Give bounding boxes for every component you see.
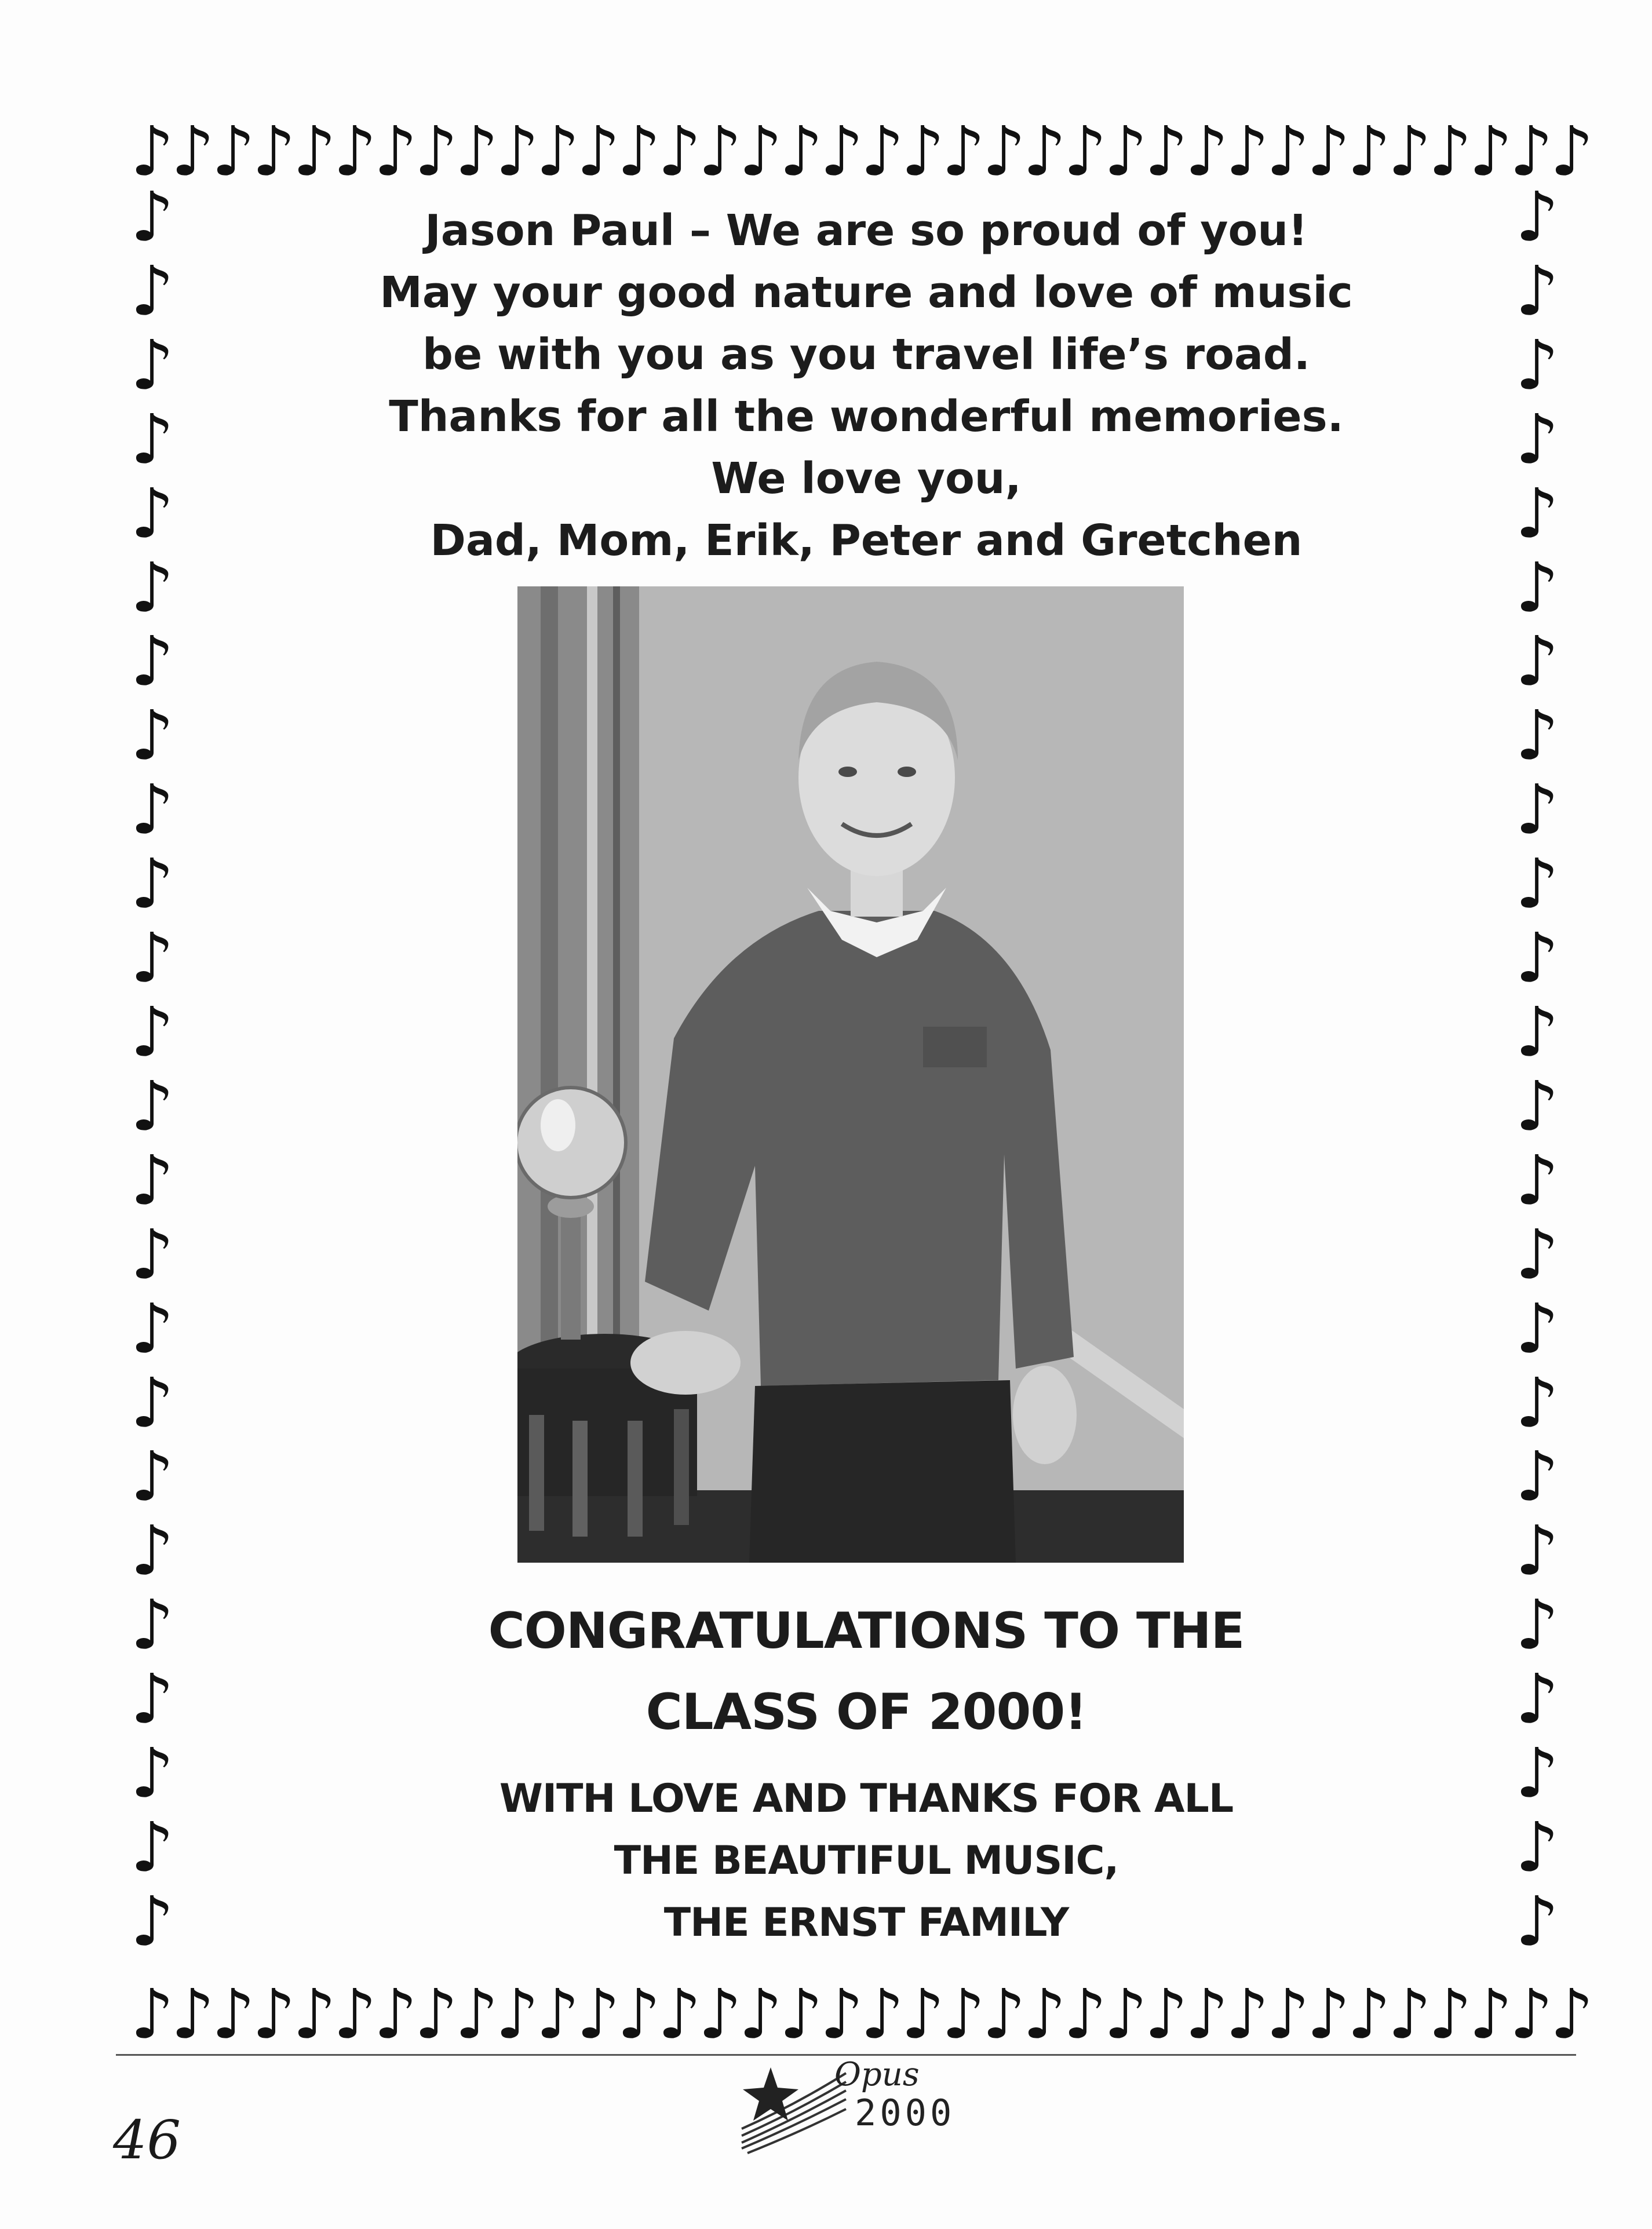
- eighth-note-icon: ♪: [698, 111, 742, 191]
- eighth-note-icon: ♪: [130, 621, 174, 702]
- eighth-note-icon: ♪: [1185, 111, 1229, 191]
- eighth-note-icon: ♪: [1515, 473, 1559, 553]
- message-line: Thanks for all the wonderful memories.: [389, 392, 1344, 442]
- eighth-note-icon: ♪: [1185, 1974, 1229, 2054]
- eighth-note-icon: ♪: [130, 250, 174, 331]
- eighth-note-icon: ♪: [1515, 177, 1559, 257]
- eighth-note-icon: ♪: [130, 1881, 174, 1961]
- eighth-note-icon: ♪: [1144, 1974, 1188, 2054]
- eighth-note-icon: ♪: [1515, 1288, 1559, 1369]
- student-portrait-photo: [517, 586, 1184, 1563]
- eighth-note-icon: ♪: [1515, 769, 1559, 850]
- eighth-note-icon: ♪: [130, 473, 174, 553]
- congrats-headline-line-1: CONGRATULATIONS TO THE: [488, 1602, 1245, 1660]
- eighth-note-icon: ♪: [1266, 111, 1310, 191]
- eighth-note-icon: ♪: [130, 1066, 174, 1146]
- eighth-note-icon: ♪: [577, 1974, 621, 2054]
- eighth-note-icon: ♪: [1515, 1436, 1559, 1517]
- right-note-border: [1509, 177, 1562, 1961]
- eighth-note-icon: ♪: [130, 695, 174, 776]
- eighth-note-icon: ♪: [1515, 1659, 1559, 1739]
- eighth-note-icon: ♪: [1307, 1974, 1351, 2054]
- eighth-note-icon: ♪: [414, 111, 458, 191]
- message-line: We love you,: [711, 454, 1022, 504]
- eighth-note-icon: ♪: [658, 111, 702, 191]
- eighth-note-icon: ♪: [130, 547, 174, 628]
- eighth-note-icon: ♪: [901, 111, 945, 191]
- eighth-note-icon: ♪: [1469, 111, 1513, 191]
- eighth-note-icon: ♪: [171, 111, 215, 191]
- eighth-note-icon: ♪: [130, 1214, 174, 1294]
- eighth-note-icon: ♪: [1515, 918, 1559, 998]
- eighth-note-icon: ♪: [1515, 621, 1559, 702]
- eighth-note-icon: ♪: [860, 111, 905, 191]
- eighth-note-icon: ♪: [536, 111, 580, 191]
- eighth-note-icon: ♪: [252, 1974, 296, 2054]
- eighth-note-icon: ♪: [333, 111, 377, 191]
- eighth-note-icon: ♪: [171, 1974, 215, 2054]
- eighth-note-icon: ♪: [901, 1974, 945, 2054]
- eighth-note-icon: ♪: [1515, 1807, 1559, 1887]
- eighth-note-icon: ♪: [130, 324, 174, 405]
- eighth-note-icon: ♪: [1515, 399, 1559, 479]
- eighth-note-icon: ♪: [130, 1807, 174, 1887]
- eighth-note-icon: ♪: [1515, 1881, 1559, 1961]
- eighth-note-icon: ♪: [698, 1974, 742, 2054]
- eighth-note-icon: ♪: [536, 1974, 580, 2054]
- congrats-sub-line-2: THE BEAUTIFUL MUSIC,: [614, 1838, 1119, 1884]
- bottom-note-border: [130, 1973, 1594, 2054]
- eighth-note-icon: ♪: [1266, 1974, 1310, 2054]
- eighth-note-icon: ♪: [495, 111, 539, 191]
- message-line: Dad, Mom, Erik, Peter and Gretchen: [430, 516, 1303, 566]
- eighth-note-icon: ♪: [1063, 111, 1107, 191]
- eighth-note-icon: ♪: [617, 111, 661, 191]
- eighth-note-icon: ♪: [860, 1974, 905, 2054]
- eighth-note-icon: ♪: [130, 111, 174, 191]
- eighth-note-icon: ♪: [1550, 111, 1594, 191]
- eighth-note-icon: ♪: [1388, 111, 1432, 191]
- eighth-note-icon: ♪: [374, 111, 418, 191]
- congratulations-block: [290, 1590, 1443, 1954]
- eighth-note-icon: ♪: [293, 111, 337, 191]
- eighth-note-icon: ♪: [130, 1733, 174, 1814]
- eighth-note-icon: ♪: [942, 1974, 986, 2054]
- eighth-note-icon: ♪: [130, 844, 174, 924]
- eighth-note-icon: ♪: [1428, 1974, 1472, 2054]
- eighth-note-icon: ♪: [1509, 111, 1553, 191]
- eighth-note-icon: ♪: [130, 991, 174, 1072]
- eighth-note-icon: ♪: [1550, 1974, 1594, 2054]
- page-number: 46: [113, 2109, 181, 2171]
- eighth-note-icon: ♪: [130, 1974, 174, 2054]
- eighth-note-icon: ♪: [1104, 1974, 1148, 2054]
- logo-script-text: Opus: [834, 2056, 920, 2093]
- eighth-note-icon: ♪: [577, 111, 621, 191]
- eighth-note-icon: ♪: [942, 111, 986, 191]
- eighth-note-icon: ♪: [1428, 111, 1472, 191]
- eighth-note-icon: ♪: [1515, 1362, 1559, 1443]
- eighth-note-icon: ♪: [130, 1436, 174, 1517]
- eighth-note-icon: ♪: [982, 111, 1026, 191]
- eighth-note-icon: ♪: [1515, 1733, 1559, 1814]
- eighth-note-icon: ♪: [1515, 1066, 1559, 1146]
- eighth-note-icon: ♪: [820, 111, 864, 191]
- eighth-note-icon: ♪: [130, 769, 174, 850]
- left-note-border: [125, 177, 177, 1961]
- eighth-note-icon: ♪: [130, 1659, 174, 1739]
- eighth-note-icon: ♪: [1104, 111, 1148, 191]
- eighth-note-icon: ♪: [495, 1974, 539, 2054]
- congrats-sub-line-1: WITH LOVE AND THANKS FOR ALL: [499, 1776, 1234, 1822]
- eighth-note-icon: ♪: [211, 111, 256, 191]
- congrats-signature: THE ERNST FAMILY: [663, 1900, 1069, 1946]
- message-line: May your good nature and love of music: [380, 268, 1353, 318]
- eighth-note-icon: ♪: [1515, 695, 1559, 776]
- eighth-note-icon: ♪: [779, 111, 823, 191]
- eighth-note-icon: ♪: [617, 1974, 661, 2054]
- eighth-note-icon: ♪: [1515, 547, 1559, 628]
- eighth-note-icon: ♪: [130, 1140, 174, 1220]
- eighth-note-icon: ♪: [1515, 324, 1559, 405]
- message-line: Jason Paul – We are so proud of you!: [425, 206, 1308, 256]
- eighth-note-icon: ♪: [130, 399, 174, 479]
- eighth-note-icon: ♪: [1515, 844, 1559, 924]
- eighth-note-icon: ♪: [820, 1974, 864, 2054]
- eighth-note-icon: ♪: [130, 1288, 174, 1369]
- eighth-note-icon: ♪: [739, 1974, 783, 2054]
- eighth-note-icon: ♪: [414, 1974, 458, 2054]
- eighth-note-icon: ♪: [1515, 1585, 1559, 1665]
- eighth-note-icon: ♪: [658, 1974, 702, 2054]
- eighth-note-icon: ♪: [1023, 111, 1067, 191]
- eighth-note-icon: ♪: [1307, 111, 1351, 191]
- eighth-note-icon: ♪: [1023, 1974, 1067, 2054]
- eighth-note-icon: ♪: [1515, 1140, 1559, 1220]
- eighth-note-icon: ♪: [1509, 1974, 1553, 2054]
- eighth-note-icon: ♪: [1144, 111, 1188, 191]
- eighth-note-icon: ♪: [982, 1974, 1026, 2054]
- eighth-note-icon: ♪: [293, 1974, 337, 2054]
- congrats-headline-line-2: CLASS OF 2000!: [646, 1683, 1087, 1741]
- logo-year-text: 2000: [855, 2092, 956, 2134]
- eighth-note-icon: ♪: [455, 1974, 499, 2054]
- eighth-note-icon: ♪: [333, 1974, 377, 2054]
- eighth-note-icon: ♪: [1226, 1974, 1270, 2054]
- eighth-note-icon: ♪: [1515, 1511, 1559, 1591]
- eighth-note-icon: ♪: [1515, 991, 1559, 1072]
- eighth-note-icon: ♪: [130, 1362, 174, 1443]
- eighth-note-icon: ♪: [130, 918, 174, 998]
- eighth-note-icon: ♪: [1515, 1214, 1559, 1294]
- eighth-note-icon: ♪: [130, 177, 174, 257]
- eighth-note-icon: ♪: [252, 111, 296, 191]
- eighth-note-icon: ♪: [739, 111, 783, 191]
- eighth-note-icon: ♪: [1063, 1974, 1107, 2054]
- eighth-note-icon: ♪: [130, 1511, 174, 1591]
- eighth-note-icon: ♪: [211, 1974, 256, 2054]
- eighth-note-icon: ♪: [374, 1974, 418, 2054]
- eighth-note-icon: ♪: [1388, 1974, 1432, 2054]
- eighth-note-icon: ♪: [1226, 111, 1270, 191]
- message-line: be with you as you travel life’s road.: [422, 330, 1310, 380]
- top-note-border: [130, 110, 1594, 191]
- eighth-note-icon: ♪: [1347, 111, 1391, 191]
- eighth-note-icon: ♪: [1347, 1974, 1391, 2054]
- eighth-note-icon: ♪: [779, 1974, 823, 2054]
- eighth-note-icon: ♪: [1469, 1974, 1513, 2054]
- family-message: [290, 200, 1443, 572]
- eighth-note-icon: ♪: [455, 111, 499, 191]
- eighth-note-icon: ♪: [1515, 250, 1559, 331]
- eighth-note-icon: ♪: [130, 1585, 174, 1665]
